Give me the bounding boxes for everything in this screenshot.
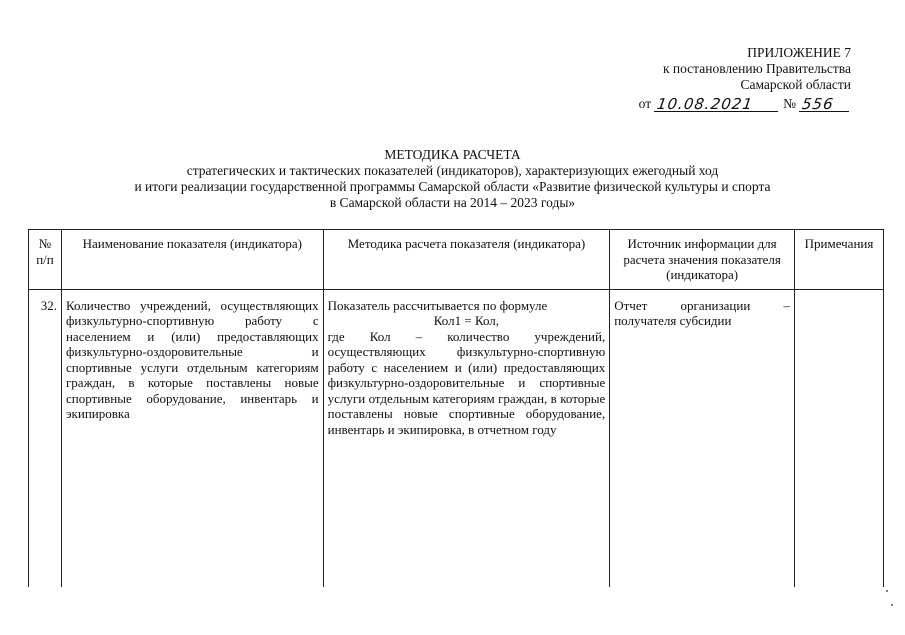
document-title-block [0, 147, 905, 211]
row-name: Количество учреждений, осуществляющих физкультурно-спортивную работу с населением и (или) предоставляющих физкультурно-оздоровительные и спортивные услуги отдельным категориям граждан, в которые поставлены новые спортивные оборудование, инвентарь и экипировка [61, 298, 323, 438]
document-subtitle-line-3: в Самарской области на 2014 – 2023 годы» [329, 195, 576, 210]
scan-speck [886, 590, 888, 592]
document-subtitle-line-1: стратегических и тактических показателей (индикаторов), характеризующих ежегодный ход [186, 163, 719, 178]
header-number: № п/п [29, 230, 62, 290]
decree-reference [639, 96, 850, 112]
appendix-title: ПРИЛОЖЕНИЕ 7 [747, 45, 851, 60]
document-title: МЕТОДИКА РАСЧЕТА [384, 147, 521, 162]
decree-number-label: № [783, 96, 796, 111]
decree-from-label: от [638, 96, 652, 111]
row-method-intro: Показатель рассчитывается по формуле [327, 297, 548, 313]
row-source: Отчет организации – получателя субсидии [610, 298, 795, 438]
table-bottom-extension [29, 437, 884, 587]
header-source: Источник информации для расчета значения показателя (индикатора) [610, 230, 795, 290]
row-method [323, 298, 610, 438]
row-method-detail: где Кол – количество учреждений, осуществляющих физкультурно-спортивную работу с населением и (или) предоставляющих физкультурно-оздоровительные и спортивные услуги отдельным категориям граждан, в которые поставлены новые спортивные оборудование, инвентарь и экипировка, в отчетном году [327, 328, 606, 437]
header-notes: Примечания [794, 230, 883, 290]
table-row [29, 298, 884, 438]
table-spacer-row [29, 289, 884, 298]
row-number: 32. [29, 298, 62, 438]
scan-speck [891, 604, 893, 606]
appendix-line-2: Самарской области [740, 77, 851, 92]
appendix-line-1: к постановлению Правительства [662, 61, 851, 76]
header-method: Методика расчета показателя (индикатора) [323, 230, 610, 290]
indicators-table [28, 229, 884, 587]
document-subtitle-line-2: и итоги реализации государственной программы Самарской области «Развитие физической культуры и спорта [134, 179, 771, 194]
decree-number: 556 [799, 97, 851, 112]
header-name: Наименование показателя (индикатора) [61, 230, 323, 290]
row-notes [794, 298, 883, 438]
table-header-row [29, 230, 884, 290]
row-method-formula: Кол1 = Кол, [433, 313, 500, 328]
appendix-header [663, 45, 851, 93]
decree-date: 10.08.2021 [654, 97, 780, 112]
